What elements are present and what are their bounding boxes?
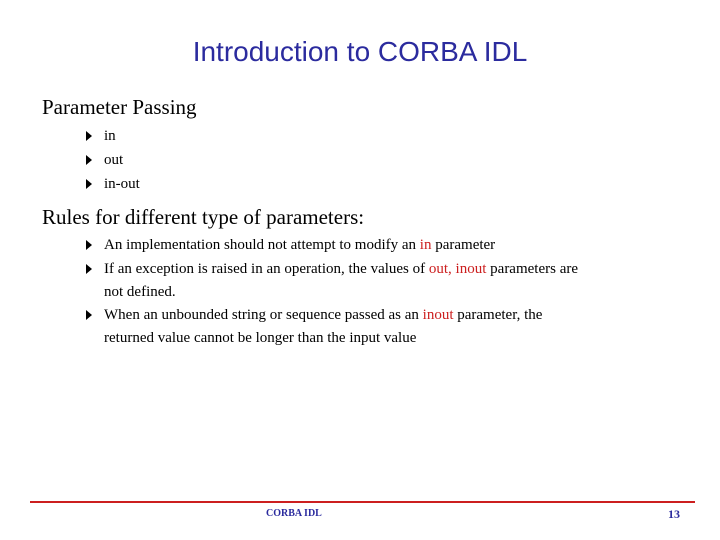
section-heading-rules: Rules for different type of parameters: (42, 205, 365, 229)
slide-title: Introduction to CORBA IDL (192, 36, 528, 67)
rule-text: When an unbounded string or sequence passed as an (104, 307, 423, 323)
rule-text: If an exception is raised in an operation, the values of (104, 261, 429, 277)
list-item (86, 233, 686, 257)
list-item-label: in (104, 128, 116, 144)
rules-list (86, 233, 686, 349)
rule-text: parameter, the (453, 307, 543, 323)
list-item (86, 303, 686, 349)
triangle-bullet-icon (86, 155, 92, 165)
triangle-bullet-icon (86, 310, 92, 320)
rule-text: parameters are (486, 261, 579, 277)
triangle-bullet-icon (86, 264, 92, 274)
list-item (86, 257, 686, 303)
rule-highlight: out, inout (428, 261, 487, 277)
triangle-bullet-icon (86, 179, 92, 189)
footer-divider (30, 501, 695, 503)
rule-text: parameter (431, 237, 496, 253)
triangle-bullet-icon (86, 240, 92, 250)
rule-text-continued: not defined. (104, 284, 176, 300)
triangle-bullet-icon (86, 131, 92, 141)
rule-highlight: in (419, 237, 432, 253)
parameter-passing-list (86, 124, 140, 196)
list-item (86, 148, 140, 172)
rule-highlight: inout (422, 307, 454, 323)
page-number: 13 (668, 507, 680, 521)
list-item-label: out (104, 152, 124, 168)
list-item (86, 172, 140, 196)
footer-label: CORBA IDL (266, 508, 322, 519)
rule-text: An implementation should not attempt to modify an (104, 237, 420, 253)
section-heading-parameter-passing: Parameter Passing (42, 95, 197, 119)
list-item-label: in-out (104, 176, 140, 192)
rule-text-continued: returned value cannot be longer than the input value (104, 330, 417, 346)
list-item (86, 124, 140, 148)
